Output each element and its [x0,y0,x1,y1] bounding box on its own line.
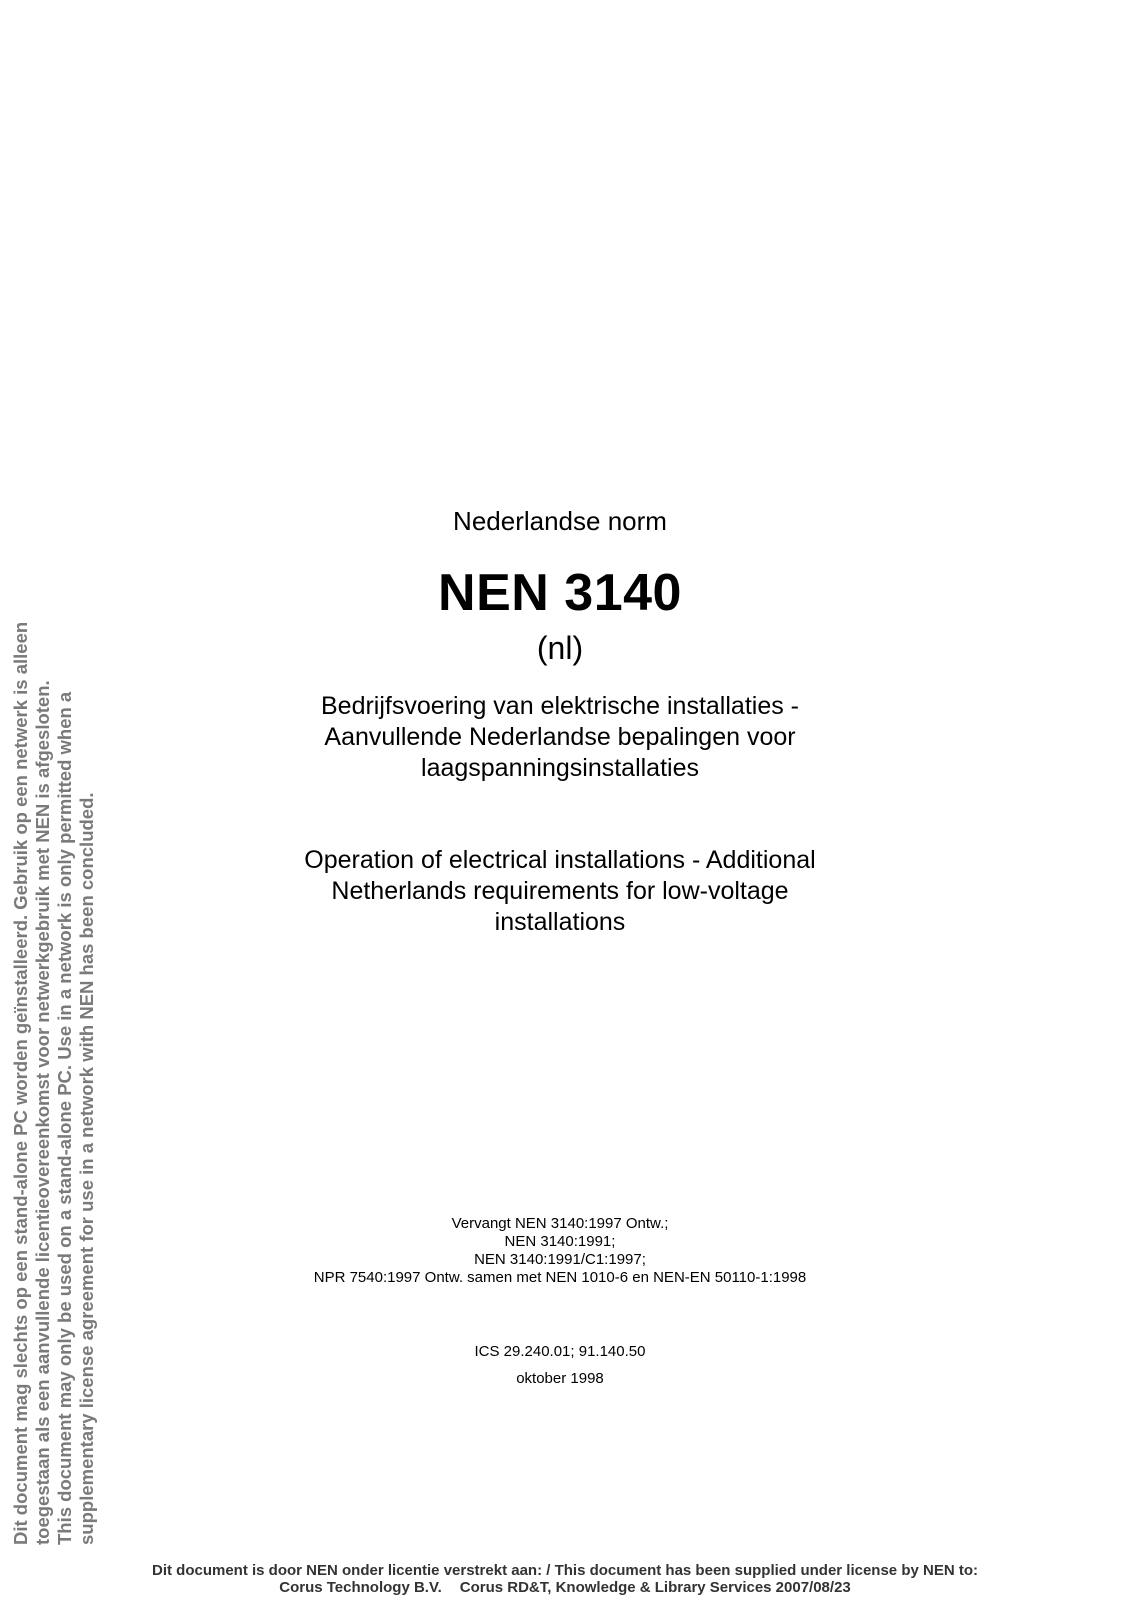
side-notice-line: Dit document mag slechts op een stand-alone PC worden geïnstalleerd. Gebruik op een netwerk is alleen [10,621,31,1545]
title-english-line: Netherlands requirements for low-voltage [331,877,789,905]
standard-number: NEN 3140 [438,564,682,622]
title-dutch-line: laagspanningsinstallaties [421,754,699,782]
replaces-line: Vervangt NEN 3140:1997 Ontw.; [451,1215,669,1232]
footer-line-2 [60,1579,1070,1596]
side-notice-line: toegestaan als een aanvullende licentieovereenkomst voor netwerkgebruik met NEN is afgesloten. [32,680,53,1545]
title-english-line: installations [494,908,626,936]
footer-line-1: Dit document is door NEN onder licentie verstrekt aan: / This document has been supplied under license by NEN to: [152,1562,978,1579]
title-english [260,845,860,938]
replaces-line: NPR 7540:1997 Ontw. samen met NEN 1010-6 en NEN-EN 50110-1:1998 [313,1269,807,1286]
replaces-line: NEN 3140:1991/C1:1997; [474,1251,646,1268]
title-dutch-line: Aanvullende Nederlandse bepalingen voor [324,723,796,751]
footer-license-notice [60,1562,1070,1596]
side-notice-line: This document may only be used on a stand-alone PC. Use in a network is only permitted when a [54,691,75,1545]
side-notice-line: supplementary license agreement for use in a network with NEN has been concluded. [76,792,97,1545]
title-dutch-line: Bedrijfsvoering van elektrische installaties - [321,692,799,720]
replaces-block [260,1215,860,1287]
footer-licensee: Corus Technology B.V. [279,1579,442,1596]
replaces-line: NEN 3140:1991; [504,1233,616,1250]
language-code: (nl) [536,630,584,666]
publication-date: oktober 1998 [516,1370,604,1387]
title-english-line: Operation of electrical installations - Additional [304,846,816,874]
title-dutch [260,691,860,784]
document-type-label: Nederlandse norm [453,506,667,536]
footer-licensee-detail: Corus RD&T, Knowledge & Library Services 2007/08/23 [459,1579,851,1596]
ics-codes: ICS 29.240.01; 91.140.50 [474,1343,646,1360]
side-license-notice [10,585,98,1545]
